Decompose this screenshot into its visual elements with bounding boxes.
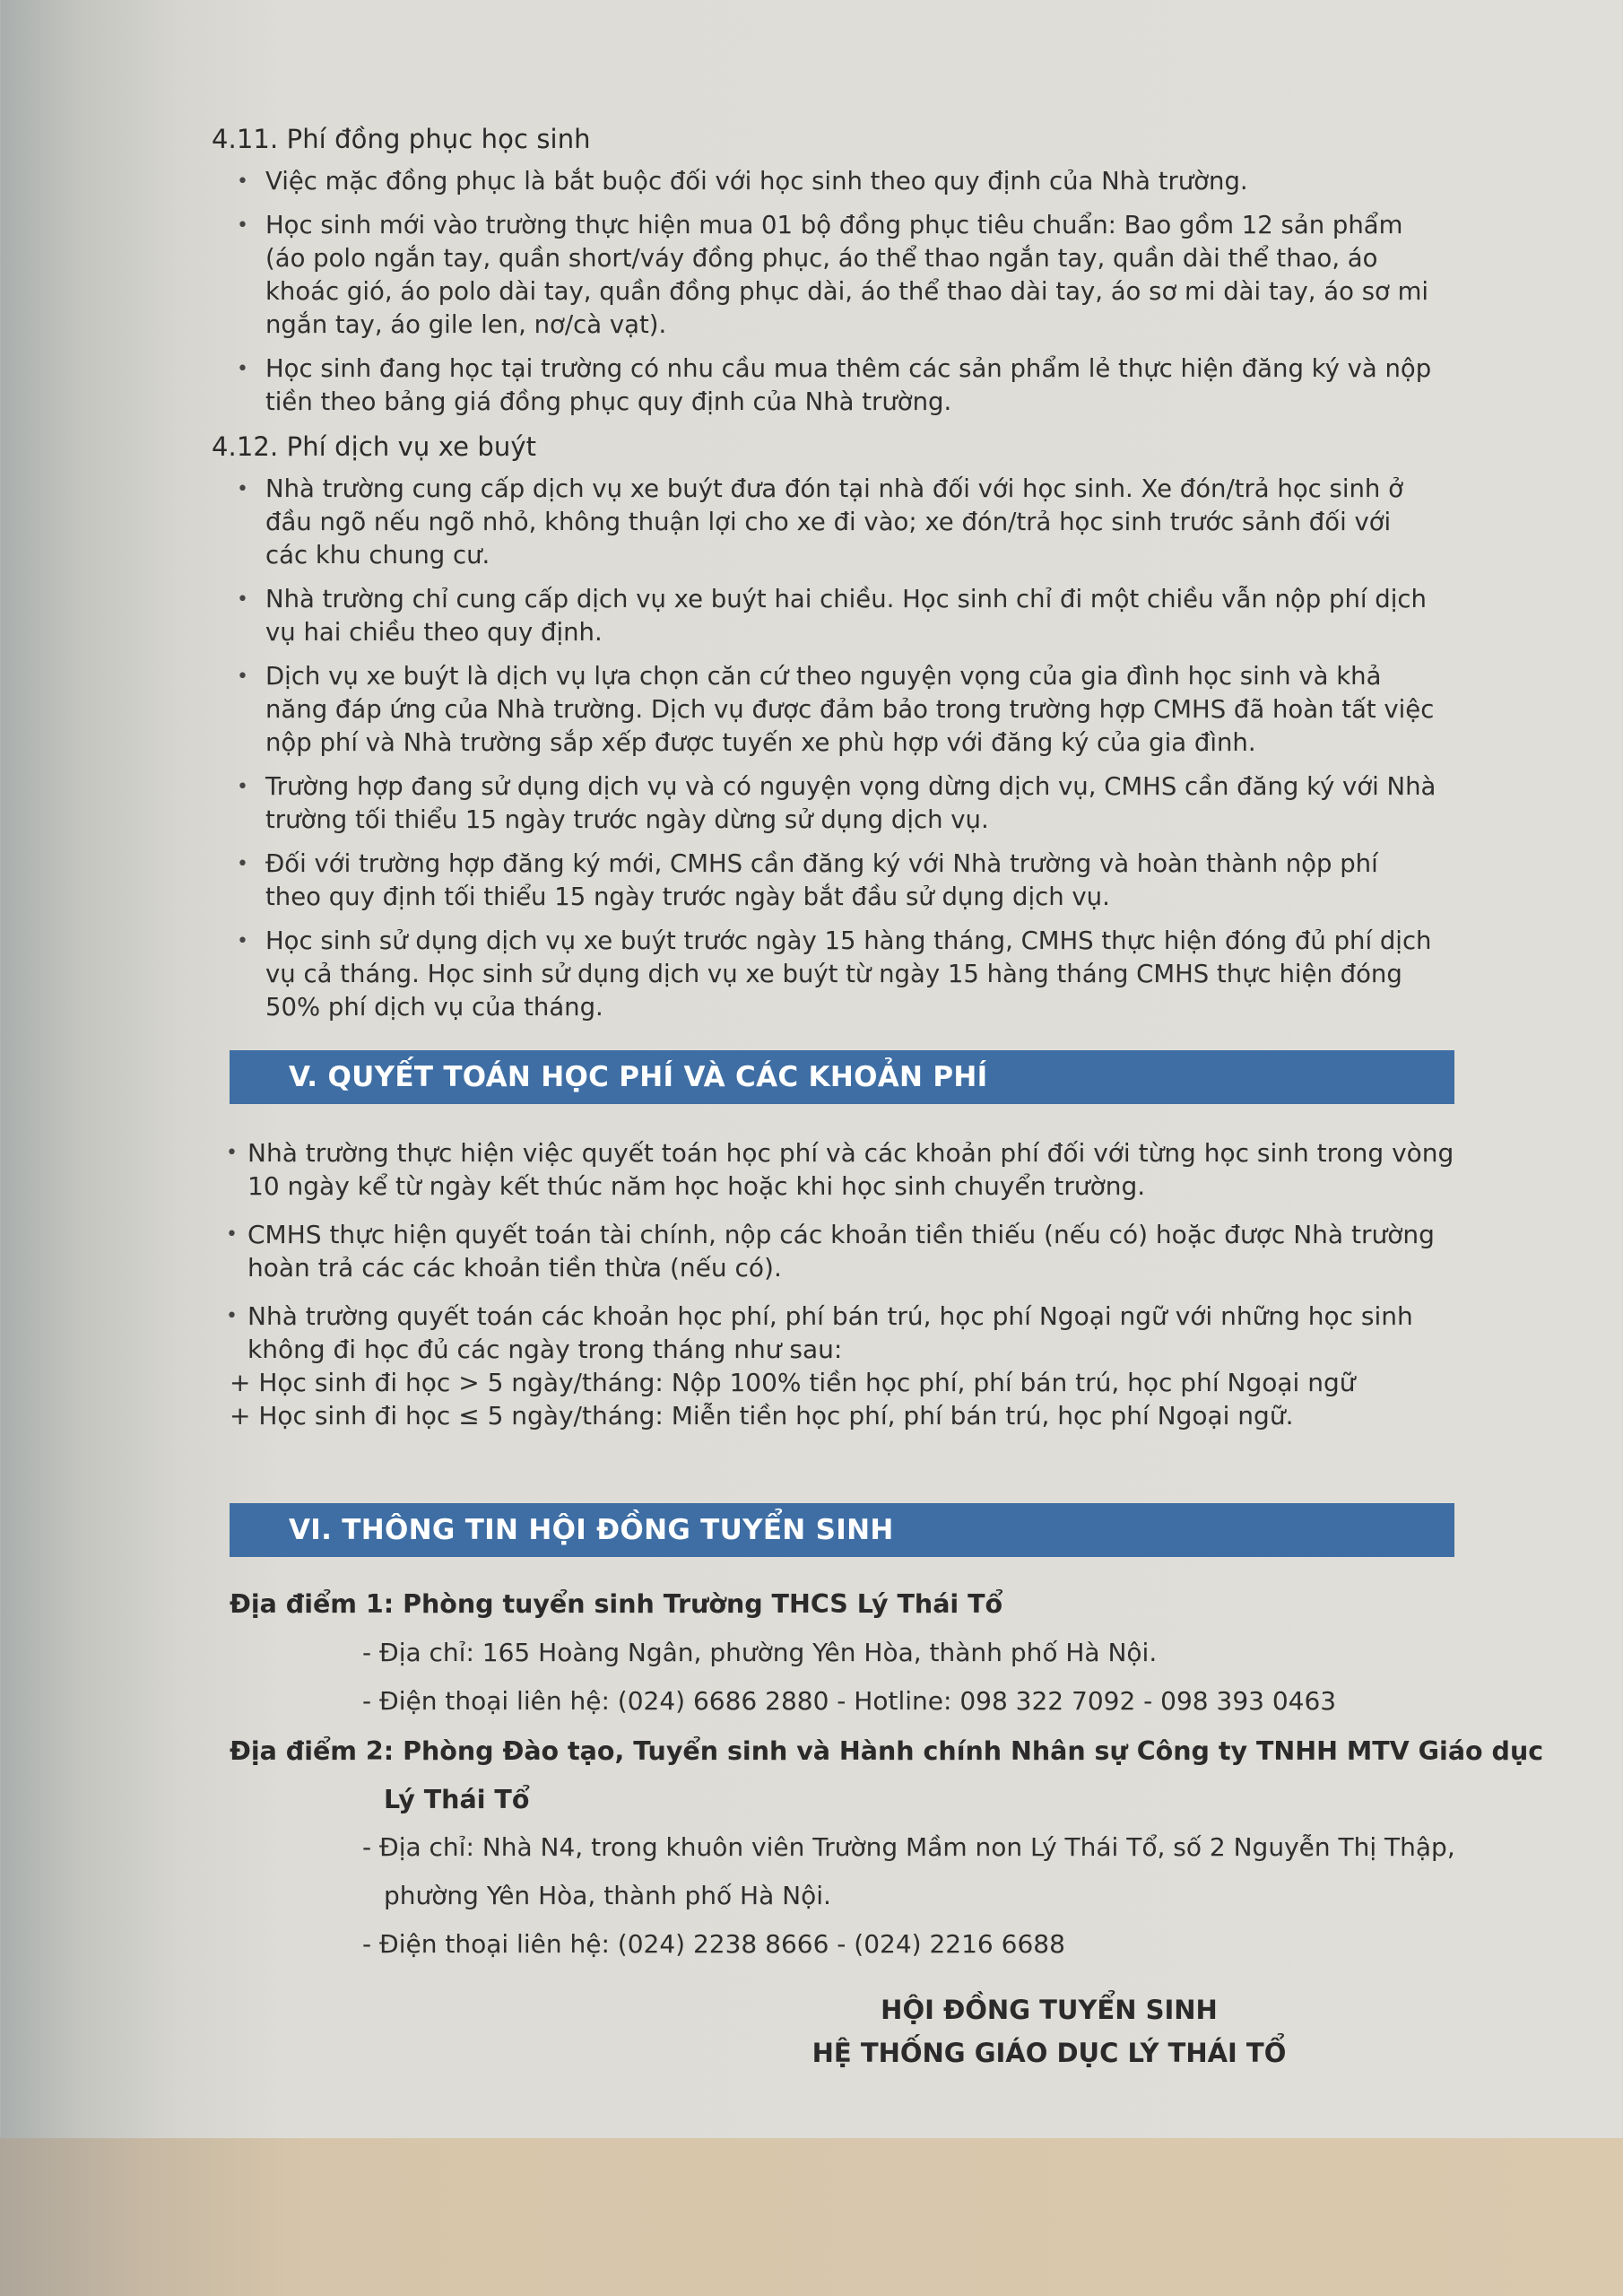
section-4-12-list — [237, 473, 1438, 1035]
sub-item: + Học sinh đi học > 5 ngày/tháng: Nộp 100% tiền học phí, phí bán trú, học phí Ngoại ngữ — [230, 1368, 1356, 1397]
list-item: • Dịch vụ xe buýt là dịch vụ lựa chọn căn cứ theo nguyện vọng của gia đình học sinh và khả năng đáp ứng của Nhà trường. Dịch vụ được đảm bảo trong trường hợp CMHS đã hoàn tất việc nộp phí và Nhà trường sắp xếp được tuyến xe phù hợp với đăng ký của gia đình. — [237, 660, 1438, 760]
section-vi-banner — [230, 1503, 1454, 1557]
section-v-banner — [230, 1050, 1454, 1104]
location-2-title-cont: Lý Thái Tổ — [384, 1785, 530, 1814]
list-item: • CMHS thực hiện quyết toán tài chính, nộp các khoản tiền thiếu (nếu có) hoặc được Nhà trường hoàn trả các các khoản tiền thừa (nếu có). — [226, 1218, 1463, 1284]
list-item — [226, 1300, 1463, 1432]
list-item: • Nhà trường cung cấp dịch vụ xe buýt đưa đón tại nhà đối với học sinh. Xe đón/trả học sinh ở đầu ngõ nếu ngõ nhỏ, không thuận lợi cho xe đi vào; xe đón/trả học sinh trước sảnh đối với các khu chung cư. — [237, 473, 1438, 572]
list-item: • Học sinh đang học tại trường có nhu cầu mua thêm các sản phẩm lẻ thực hiện đăng ký và nộp tiền theo bảng giá đồng phục quy định của Nhà trường. — [237, 352, 1438, 419]
location-1-phone: - Điện thoại liên hệ: (024) 6686 2880 - Hotline: 098 322 7092 - 098 393 0463 — [362, 1686, 1337, 1716]
location-2-address-cont: phường Yên Hòa, thành phố Hà Nội. — [384, 1881, 831, 1910]
section-v-list — [226, 1136, 1463, 1432]
list-item: • Việc mặc đồng phục là bắt buộc đối với học sinh theo quy định của Nhà trường. — [237, 165, 1438, 198]
section-v-title: V. QUYẾT TOÁN HỌC PHÍ VÀ CÁC KHOẢN PHÍ — [289, 1061, 988, 1093]
location-1-address: - Địa chỉ: 165 Hoàng Ngân, phường Yên Hòa, thành phố Hà Nội. — [362, 1638, 1158, 1667]
location-1-title: Địa điểm 1: Phòng tuyển sinh Trường THCS Lý Thái Tổ — [230, 1589, 1003, 1619]
section-4-11-list — [237, 165, 1438, 430]
section-4-12-heading: 4.12. Phí dịch vụ xe buýt — [212, 431, 537, 462]
list-item: • Học sinh mới vào trường thực hiện mua 01 bộ đồng phục tiêu chuẩn: Bao gồm 12 sản phẩm (áo polo ngắn tay, quần short/váy đồng phục, áo thể thao ngắn tay, quần dài thể thao, áo khoác gió, áo polo dài tay, quần đồng phục dài, áo thể thao dài tay, áo sơ mi dài tay, áo sơ mi ngắn tay, áo gile len, nơ/cà vạt). — [237, 209, 1438, 342]
section-4-11-heading: 4.11. Phí đồng phục học sinh — [212, 124, 591, 154]
signature-line-2: HỆ THỐNG GIÁO DỤC LÝ THÁI TỔ — [812, 2038, 1287, 2068]
sub-item: + Học sinh đi học ≤ 5 ngày/tháng: Miễn tiền học phí, phí bán trú, học phí Ngoại ngữ. — [230, 1401, 1294, 1431]
signature-line-1: HỘI ĐỒNG TUYỂN SINH — [881, 1995, 1218, 2025]
list-item: • Đối với trường hợp đăng ký mới, CMHS cần đăng ký với Nhà trường và hoàn thành nộp phí theo quy định tối thiểu 15 ngày trước ngày bắt đầu sử dụng dịch vụ. — [237, 848, 1438, 914]
section-vi-title: VI. THÔNG TIN HỘI ĐỒNG TUYỂN SINH — [289, 1514, 894, 1546]
location-2-address: - Địa chỉ: Nhà N4, trong khuôn viên Trường Mầm non Lý Thái Tổ, số 2 Nguyễn Thị Thập, — [362, 1832, 1455, 1862]
list-item: • Nhà trường chỉ cung cấp dịch vụ xe buýt hai chiều. Học sinh chỉ đi một chiều vẫn nộp phí dịch vụ hai chiều theo quy định. — [237, 583, 1438, 649]
list-item: • Học sinh sử dụng dịch vụ xe buýt trước ngày 15 hàng tháng, CMHS thực hiện đóng đủ phí dịch vụ cả tháng. Học sinh sử dụng dịch vụ xe buýt từ ngày 15 hàng tháng CMHS thực hiện đóng 50% phí dịch vụ của tháng. — [237, 925, 1438, 1024]
list-item-text: Nhà trường quyết toán các khoản học phí, phí bán trú, học phí Ngoại ngữ với những học sinh không đi học đủ các ngày trong tháng như sau: — [247, 1301, 1413, 1364]
location-2-phone: - Điện thoại liên hệ: (024) 2238 8666 - (024) 2216 6688 — [362, 1929, 1065, 1959]
footer-band — [0, 2138, 1623, 2296]
location-2-title: Địa điểm 2: Phòng Đào tạo, Tuyển sinh và Hành chính Nhân sự Công ty TNHH MTV Giáo dục — [230, 1736, 1544, 1766]
list-item: • Nhà trường thực hiện việc quyết toán học phí và các khoản phí đối với từng học sinh trong vòng 10 ngày kể từ ngày kết thúc năm học hoặc khi học sinh chuyển trường. — [226, 1136, 1463, 1203]
list-item: • Trường hợp đang sử dụng dịch vụ và có nguyện vọng dừng dịch vụ, CMHS cần đăng ký với Nhà trường tối thiểu 15 ngày trước ngày dừng sử dụng dịch vụ. — [237, 770, 1438, 837]
